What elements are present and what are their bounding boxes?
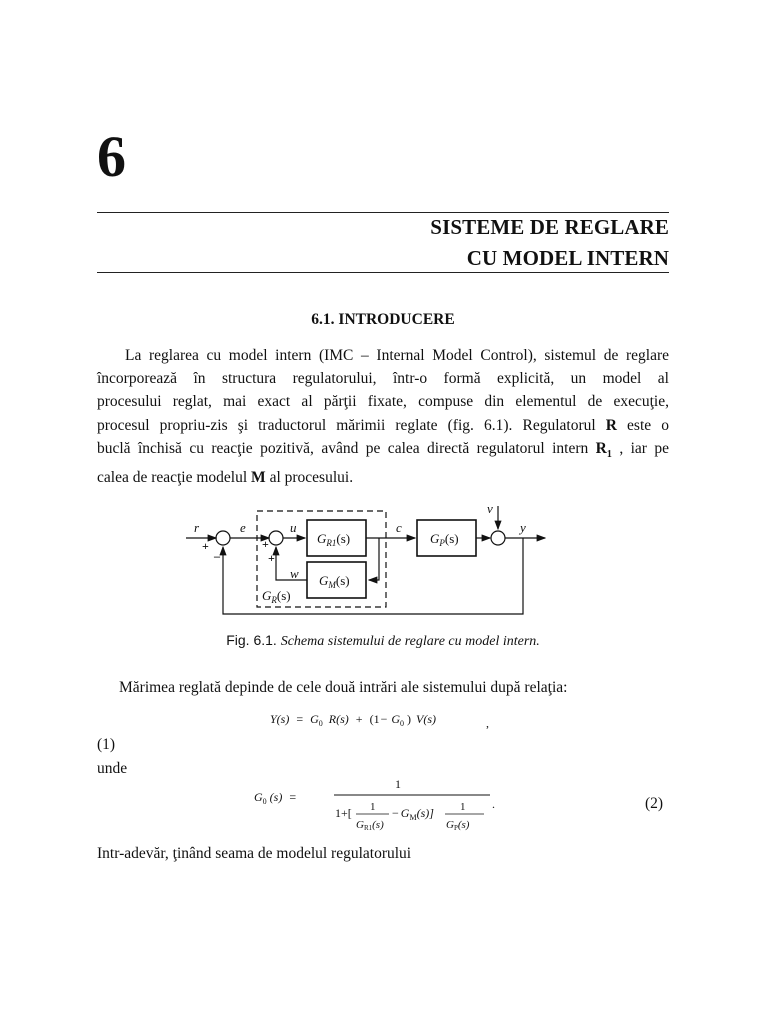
intro-line-1: La reglarea cu model intern (IMC – Internal Model Control), sistemul de reglare <box>125 347 669 364</box>
intro-paragraph <box>97 344 669 489</box>
label-r: r <box>194 520 200 535</box>
intro-line-6: calea de reacţie modelul M al procesului. <box>97 469 354 487</box>
svg-text:,: , <box>486 716 489 730</box>
svg-text:.: . <box>492 797 495 811</box>
bold-R1: $R_1$ <box>595 439 612 460</box>
chapter-title-line-1: SISTEME DE REGLARE <box>430 215 669 239</box>
summing-junction-2 <box>269 531 283 545</box>
chapter-title-line-2: CU MODEL INTERN <box>466 246 669 270</box>
title-bottom-rule <box>97 272 669 273</box>
intro-line-3: procesului reglat, mai exact al părţii fixate, compuse din elementul de execuţie, <box>97 393 669 411</box>
svg-text:−GM(s)]: − $G_M(s)$] <box>392 806 434 822</box>
sign-minus-1: – <box>214 549 220 563</box>
svg-text:GP(s): GP(s) <box>446 819 470 832</box>
label-y: y <box>520 520 526 535</box>
section-heading: 6.1. INTRODUCERE <box>311 311 455 328</box>
equation-2 <box>252 772 502 834</box>
eq1-number: (1) <box>97 736 116 753</box>
equation-1 <box>270 705 500 735</box>
label-w: w <box>290 566 299 581</box>
svg-text:1: 1 <box>370 801 376 813</box>
intro-line-4: procesul propriu-zis şi traductorul mărimii reglate (fig. 6.1). Regulatorul R este o <box>97 416 669 434</box>
relation-text: Mărimea reglată depinde de cele două intrări ale sistemului după relaţia: <box>119 679 568 696</box>
summing-junction-3 <box>491 531 505 545</box>
figure-caption: Fig. 6.1. Schema sistemului de reglare cu model intern. <box>226 632 540 649</box>
unde-text: unde <box>97 760 128 777</box>
sign-plus-1: + <box>202 539 209 553</box>
title-top-rule <box>97 212 669 213</box>
label-gr: $G_R(s)$ <box>262 588 291 605</box>
closing-line: Intr-adevăr, ţinând seama de modelul regulatorului <box>97 845 412 862</box>
svg-text:1: 1 <box>395 777 401 791</box>
sign-plus-2: + <box>262 537 269 551</box>
svg-text:GR1(s): GR1(s) <box>356 819 384 832</box>
imc-block-diagram <box>180 500 550 620</box>
sign-plus-3: + <box>268 551 275 565</box>
label-c: c <box>396 520 402 535</box>
eq2-number: (2) <box>645 795 664 812</box>
chapter-number: 6 <box>97 124 126 189</box>
svg-text:Y(s) = G0 R(: Y(s) = $G_0$ R(s) + (1− $G_0$ ) V(s) <box>270 712 437 728</box>
label-u: u <box>290 520 297 535</box>
label-v: v <box>487 501 493 516</box>
svg-text:1: 1 <box>460 801 466 813</box>
intro-line-2: încorporează în structura regulatorului, într-o formă explicită, un model al <box>97 370 669 388</box>
label-e: e <box>240 520 246 535</box>
svg-text:1+[: 1+[ <box>335 806 352 820</box>
bold-R: R <box>605 416 617 434</box>
intro-line-5: buclă închisă cu reacţie pozitivă, având pe calea directă regulatorul intern $R_1$ , iar pe <box>97 439 670 460</box>
svg-text:G0 (s) =: $G_0$ (s) = <box>254 790 297 806</box>
label-gm: $G_M(s)$ <box>319 573 350 590</box>
summing-junction-1 <box>216 531 230 545</box>
label-gr1: $G_{R1}(s)$ <box>317 531 351 548</box>
label-gp: $G_P(s)$ <box>430 531 459 548</box>
